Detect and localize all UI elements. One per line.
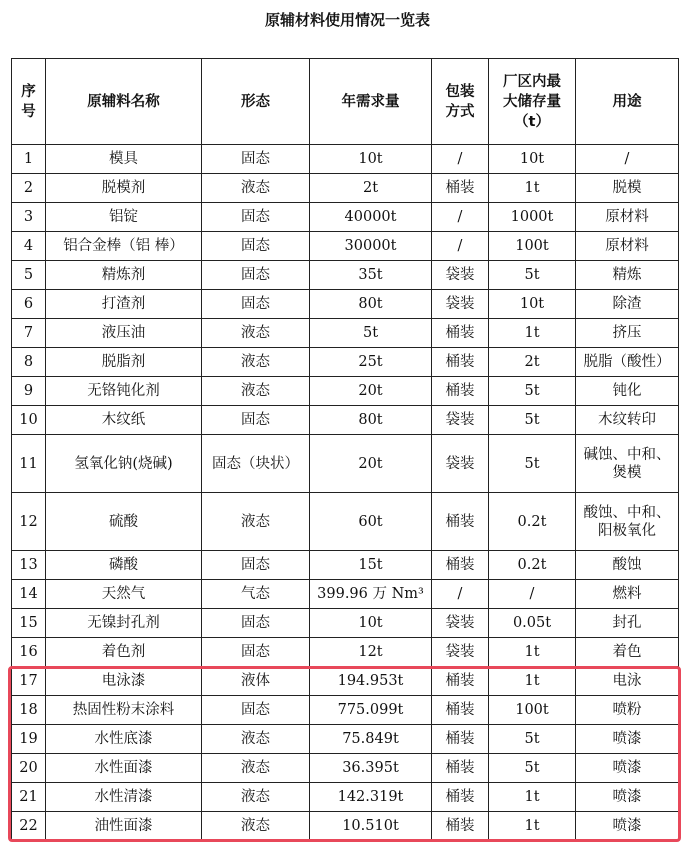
cell-name: 油性面漆 (46, 812, 202, 841)
cell-annual-demand: 142.319t (310, 783, 432, 812)
cell-max-storage: 1000t (489, 203, 576, 232)
cell-name: 电泳漆 (46, 667, 202, 696)
materials-table (11, 58, 679, 841)
header-name: 原辅料名称 (46, 59, 202, 145)
cell-name: 水性底漆 (46, 725, 202, 754)
cell-usage: 酸蚀、中和、 阳极氧化 (576, 493, 679, 551)
cell-name: 脱脂剂 (46, 348, 202, 377)
cell-index: 21 (12, 783, 46, 812)
table-row (12, 319, 679, 348)
cell-name: 着色剂 (46, 638, 202, 667)
cell-index: 22 (12, 812, 46, 841)
cell-form: 液态 (202, 725, 310, 754)
cell-packaging: 桶装 (432, 551, 489, 580)
cell-index: 7 (12, 319, 46, 348)
table-row (12, 377, 679, 406)
cell-name: 铝合金棒（铝 棒） (46, 232, 202, 261)
cell-form: 液态 (202, 174, 310, 203)
cell-max-storage: 5t (489, 377, 576, 406)
cell-index: 10 (12, 406, 46, 435)
cell-usage: 封孔 (576, 609, 679, 638)
cell-name: 模具 (46, 145, 202, 174)
cell-usage: 喷粉 (576, 696, 679, 725)
cell-max-storage: 1t (489, 812, 576, 841)
cell-usage: 除渣 (576, 290, 679, 319)
cell-usage: 电泳 (576, 667, 679, 696)
cell-name: 脱模剂 (46, 174, 202, 203)
cell-name: 铝锭 (46, 203, 202, 232)
cell-packaging: 桶装 (432, 174, 489, 203)
cell-index: 18 (12, 696, 46, 725)
header-annual-demand: 年需求量 (310, 59, 432, 145)
cell-annual-demand: 10t (310, 609, 432, 638)
cell-annual-demand: 10t (310, 145, 432, 174)
cell-max-storage: 5t (489, 435, 576, 493)
cell-index: 20 (12, 754, 46, 783)
header-usage: 用途 (576, 59, 679, 145)
cell-annual-demand: 5t (310, 319, 432, 348)
cell-form: 固态（块状） (202, 435, 310, 493)
cell-form: 液态 (202, 319, 310, 348)
cell-form: 固态 (202, 551, 310, 580)
table-row (12, 638, 679, 667)
cell-usage: 碱蚀、中和、 煲模 (576, 435, 679, 493)
cell-index: 16 (12, 638, 46, 667)
cell-annual-demand: 60t (310, 493, 432, 551)
cell-packaging: 袋装 (432, 406, 489, 435)
cell-index: 2 (12, 174, 46, 203)
cell-index: 8 (12, 348, 46, 377)
cell-usage: / (576, 145, 679, 174)
cell-form: 固态 (202, 638, 310, 667)
cell-name: 水性面漆 (46, 754, 202, 783)
header-form: 形态 (202, 59, 310, 145)
table-row (12, 290, 679, 319)
cell-packaging: 桶装 (432, 348, 489, 377)
cell-packaging: / (432, 580, 489, 609)
table-row (12, 725, 679, 754)
table-row (12, 580, 679, 609)
cell-form: 固态 (202, 696, 310, 725)
cell-form: 固态 (202, 261, 310, 290)
table-row (12, 551, 679, 580)
cell-usage: 精炼 (576, 261, 679, 290)
cell-name: 精炼剂 (46, 261, 202, 290)
table-row (12, 261, 679, 290)
cell-usage: 原材料 (576, 232, 679, 261)
cell-annual-demand: 399.96 万 Nm³ (310, 580, 432, 609)
cell-usage: 脱脂（酸性） (576, 348, 679, 377)
cell-annual-demand: 10.510t (310, 812, 432, 841)
cell-max-storage: 5t (489, 725, 576, 754)
cell-form: 气态 (202, 580, 310, 609)
cell-annual-demand: 35t (310, 261, 432, 290)
cell-packaging: 桶装 (432, 667, 489, 696)
cell-max-storage: 1t (489, 319, 576, 348)
cell-form: 固态 (202, 145, 310, 174)
cell-form: 液体 (202, 667, 310, 696)
cell-max-storage: 100t (489, 696, 576, 725)
table-row (12, 493, 679, 551)
cell-max-storage: 100t (489, 232, 576, 261)
cell-packaging: 桶装 (432, 754, 489, 783)
cell-annual-demand: 194.953t (310, 667, 432, 696)
header-packaging: 包装 方式 (432, 59, 489, 145)
cell-usage: 脱模 (576, 174, 679, 203)
cell-annual-demand: 36.395t (310, 754, 432, 783)
cell-name: 无镍封孔剂 (46, 609, 202, 638)
cell-name: 氢氧化钠(烧碱) (46, 435, 202, 493)
cell-packaging: 桶装 (432, 725, 489, 754)
cell-annual-demand: 25t (310, 348, 432, 377)
cell-packaging: 袋装 (432, 290, 489, 319)
cell-usage: 燃料 (576, 580, 679, 609)
cell-packaging: 袋装 (432, 638, 489, 667)
cell-annual-demand: 80t (310, 406, 432, 435)
cell-name: 磷酸 (46, 551, 202, 580)
cell-index: 13 (12, 551, 46, 580)
cell-packaging: 袋装 (432, 609, 489, 638)
table-row (12, 406, 679, 435)
cell-max-storage: 0.05t (489, 609, 576, 638)
cell-usage: 喷漆 (576, 725, 679, 754)
table-row (12, 609, 679, 638)
cell-usage: 喷漆 (576, 754, 679, 783)
cell-index: 15 (12, 609, 46, 638)
cell-max-storage: 0.2t (489, 493, 576, 551)
cell-packaging: / (432, 203, 489, 232)
cell-packaging: 桶装 (432, 377, 489, 406)
cell-usage: 酸蚀 (576, 551, 679, 580)
cell-annual-demand: 12t (310, 638, 432, 667)
cell-form: 固态 (202, 203, 310, 232)
cell-usage: 喷漆 (576, 812, 679, 841)
table-row (12, 348, 679, 377)
cell-form: 液态 (202, 812, 310, 841)
cell-name: 液压油 (46, 319, 202, 348)
cell-annual-demand: 20t (310, 377, 432, 406)
cell-max-storage: 5t (489, 261, 576, 290)
cell-name: 天然气 (46, 580, 202, 609)
cell-usage: 原材料 (576, 203, 679, 232)
cell-annual-demand: 2t (310, 174, 432, 203)
cell-annual-demand: 80t (310, 290, 432, 319)
cell-annual-demand: 40000t (310, 203, 432, 232)
cell-packaging: 袋装 (432, 435, 489, 493)
table-row (12, 812, 679, 841)
header-index: 序 号 (12, 59, 46, 145)
cell-index: 12 (12, 493, 46, 551)
table-row (12, 435, 679, 493)
table-row (12, 203, 679, 232)
cell-annual-demand: 775.099t (310, 696, 432, 725)
cell-form: 固态 (202, 232, 310, 261)
table-header-row (12, 59, 679, 145)
cell-usage: 挤压 (576, 319, 679, 348)
table-row (12, 696, 679, 725)
cell-index: 14 (12, 580, 46, 609)
cell-index: 9 (12, 377, 46, 406)
cell-annual-demand: 15t (310, 551, 432, 580)
cell-name: 硫酸 (46, 493, 202, 551)
cell-form: 固态 (202, 609, 310, 638)
cell-annual-demand: 30000t (310, 232, 432, 261)
cell-name: 打渣剂 (46, 290, 202, 319)
cell-index: 17 (12, 667, 46, 696)
cell-packaging: 袋装 (432, 261, 489, 290)
cell-name: 水性清漆 (46, 783, 202, 812)
cell-packaging: 桶装 (432, 493, 489, 551)
cell-form: 液态 (202, 377, 310, 406)
cell-index: 11 (12, 435, 46, 493)
cell-max-storage: 1t (489, 174, 576, 203)
table-row (12, 174, 679, 203)
cell-index: 4 (12, 232, 46, 261)
table-row (12, 667, 679, 696)
cell-max-storage: 1t (489, 783, 576, 812)
cell-index: 19 (12, 725, 46, 754)
cell-packaging: / (432, 145, 489, 174)
cell-index: 3 (12, 203, 46, 232)
cell-packaging: 桶装 (432, 696, 489, 725)
cell-name: 无铬钝化剂 (46, 377, 202, 406)
header-max-storage: 厂区内最 大储存量 （t） (489, 59, 576, 145)
cell-usage: 着色 (576, 638, 679, 667)
cell-index: 6 (12, 290, 46, 319)
cell-index: 5 (12, 261, 46, 290)
table-row (12, 232, 679, 261)
cell-packaging: 桶装 (432, 319, 489, 348)
cell-packaging: 桶装 (432, 783, 489, 812)
cell-max-storage: 0.2t (489, 551, 576, 580)
cell-max-storage: 5t (489, 754, 576, 783)
cell-max-storage: / (489, 580, 576, 609)
cell-max-storage: 1t (489, 667, 576, 696)
cell-name: 木纹纸 (46, 406, 202, 435)
cell-form: 液态 (202, 493, 310, 551)
cell-annual-demand: 20t (310, 435, 432, 493)
table-row (12, 754, 679, 783)
cell-form: 液态 (202, 348, 310, 377)
cell-form: 固态 (202, 290, 310, 319)
cell-usage: 钝化 (576, 377, 679, 406)
cell-annual-demand: 75.849t (310, 725, 432, 754)
cell-form: 固态 (202, 406, 310, 435)
cell-max-storage: 2t (489, 348, 576, 377)
cell-max-storage: 10t (489, 145, 576, 174)
cell-form: 液态 (202, 783, 310, 812)
table-row (12, 783, 679, 812)
cell-max-storage: 5t (489, 406, 576, 435)
cell-max-storage: 10t (489, 290, 576, 319)
cell-packaging: / (432, 232, 489, 261)
cell-index: 1 (12, 145, 46, 174)
cell-packaging: 桶装 (432, 812, 489, 841)
table-row (12, 145, 679, 174)
page-title: 原辅材料使用情况一览表 (264, 11, 430, 29)
cell-max-storage: 1t (489, 638, 576, 667)
cell-name: 热固性粉末涂料 (46, 696, 202, 725)
cell-usage: 木纹转印 (576, 406, 679, 435)
cell-form: 液态 (202, 754, 310, 783)
cell-usage: 喷漆 (576, 783, 679, 812)
